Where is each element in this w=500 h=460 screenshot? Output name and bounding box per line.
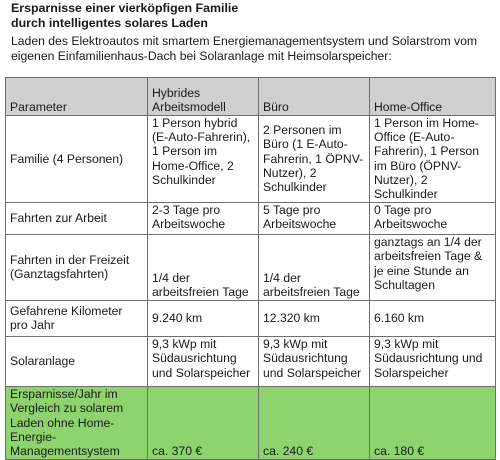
table-header-row bbox=[6, 78, 496, 116]
title-line-1: Ersparnisse einer vierköpfigen Familie bbox=[11, 1, 239, 15]
cell-param: Ersparnisse/Jahr im Vergleich zu solarem Laden ohne Home-Energie-Managementsystem bbox=[6, 387, 148, 460]
intro-text bbox=[11, 34, 495, 63]
intro-line-2: eigenen Einfamilienhaus-Dach bei Solaranlage mit Heimsolarspeicher: bbox=[11, 48, 392, 63]
header-buero: Büro bbox=[259, 78, 370, 116]
cell-hybrid: 1 Person hybrid (E-Auto-Fahrerin), 1 Person im Home-Office, 2 Schulkinder bbox=[148, 116, 259, 203]
cell-home-office: 9,3 kWp mit Südausrichtung und Solarspeicher bbox=[370, 337, 496, 387]
intro-line-1: Laden des Elektroautos mit smartem Energiemanagementsystem und Solarstrom vom bbox=[11, 34, 478, 48]
cell-home-office: ca. 180 € bbox=[370, 387, 496, 460]
cell-hybrid: 2-3 Tage pro Arbeitswoche bbox=[148, 203, 259, 235]
cell-home-office: 0 Tage pro Arbeitswoche bbox=[370, 203, 496, 235]
cell-buero: 2 Personen im Büro (1 E-Auto-Fahrerin, 1 ÖPNV-Nutzer), 2 Schulkinder bbox=[259, 116, 370, 203]
header-parameter: Parameter bbox=[6, 78, 148, 116]
cell-param: Fahrten zur Arbeit bbox=[6, 203, 148, 235]
table-row-kilometer bbox=[6, 301, 496, 337]
cell-home-office: 6.160 km bbox=[370, 301, 496, 337]
cell-home-office: ganztags an 1/4 der arbeitsfreien Tage & je eine Stunde an Schultagen bbox=[370, 235, 496, 301]
header-home-office: Home-Office bbox=[370, 78, 496, 116]
cell-hybrid: 9.240 km bbox=[148, 301, 259, 337]
cell-hybrid: 9,3 kWp mit Südausrichtung und Solarspeicher bbox=[148, 337, 259, 387]
cell-hybrid: 1/4 der arbeitsfreien Tage bbox=[148, 235, 259, 301]
cell-buero: 5 Tage pro Arbeitswoche bbox=[259, 203, 370, 235]
cell-param: Familie (4 Personen) bbox=[6, 116, 148, 203]
header-hybrid: Hybrides Arbeitsmodell bbox=[148, 78, 259, 116]
savings-table bbox=[5, 77, 496, 460]
page-title bbox=[11, 1, 493, 30]
table-border-stub bbox=[147, 451, 148, 456]
cell-buero: 1/4 der arbeitsfreien Tage bbox=[259, 235, 370, 301]
cell-hybrid: ca. 370 € bbox=[148, 387, 259, 460]
table-row-familie bbox=[6, 116, 496, 203]
cell-buero: ca. 240 € bbox=[259, 387, 370, 460]
cell-home-office: 1 Person im Home-Office (E-Auto-Fahrerin), 1 Person im Büro (ÖPNV-Nutzer), 2 Schulkinder bbox=[370, 116, 496, 203]
cell-param: Solaranlage bbox=[6, 337, 148, 387]
table-row-fahrten-arbeit bbox=[6, 203, 496, 235]
cell-param: Gefahrene Kilometer pro Jahr bbox=[6, 301, 148, 337]
table-row-fahrten-freizeit bbox=[6, 235, 496, 301]
title-line-2: durch intelligentes solares Laden bbox=[11, 15, 208, 30]
table-row-solaranlage bbox=[6, 337, 496, 387]
cell-param: Fahrten in der Freizeit (Ganztagsfahrten) bbox=[6, 235, 148, 301]
cell-buero: 12.320 km bbox=[259, 301, 370, 337]
table-row-ersparnisse bbox=[6, 387, 496, 460]
cell-buero: 9,3 kWp mit Südausrichtung und Solarspeicher bbox=[259, 337, 370, 387]
